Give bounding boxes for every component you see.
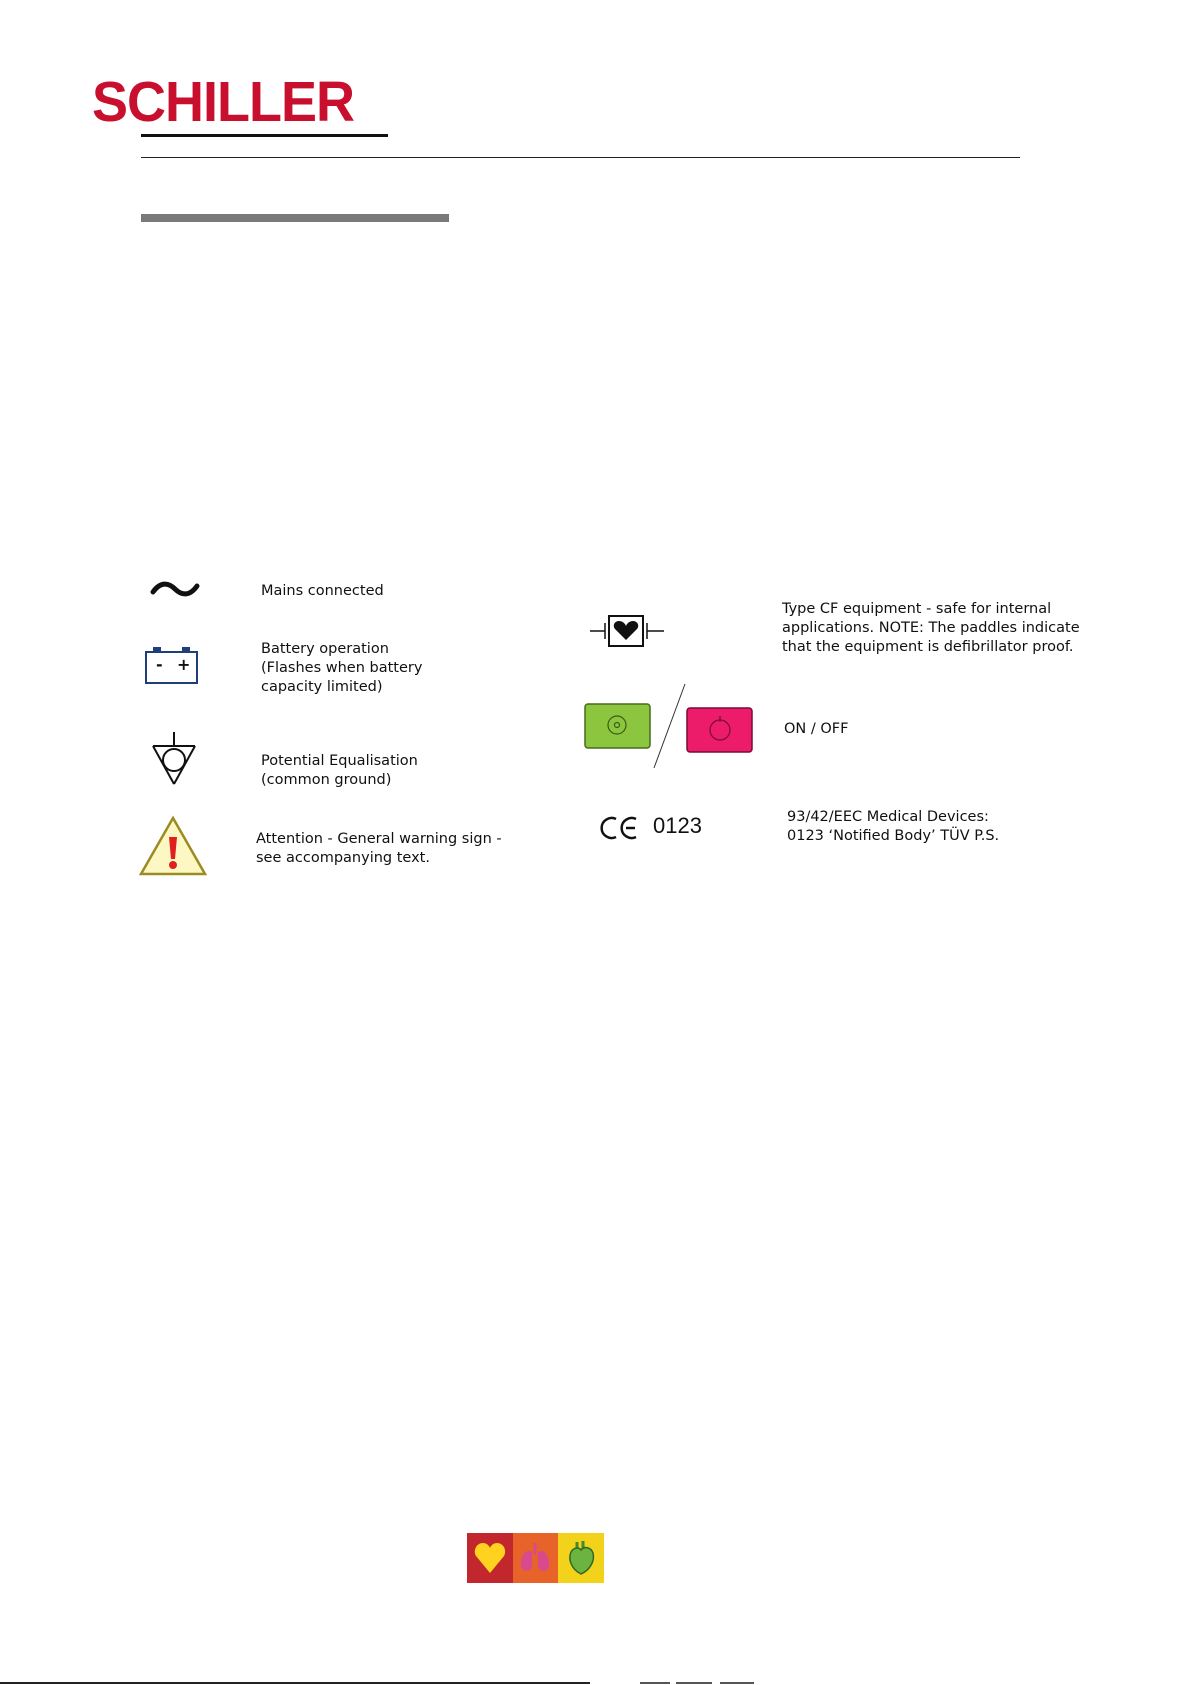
footer-mark: [720, 1682, 754, 1684]
ce-notified-body-number: 0123: [653, 813, 702, 838]
symbol-label-cf: Type CF equipment - safe for internal applications. NOTE: The paddles indicate that the equipment is defibrillator proof.: [782, 601, 1080, 655]
heart-icon: [467, 1533, 513, 1583]
ground-icon: [149, 730, 199, 786]
symbol-label-ground: Potential Equalisation (common ground): [261, 753, 418, 788]
tilde-icon: [150, 580, 200, 598]
symbol-label-battery: Battery operation (Flashes when battery capacity limited): [261, 641, 423, 695]
svg-text:-: -: [156, 655, 163, 674]
svg-text:+: +: [177, 655, 191, 674]
warning-icon: [138, 815, 208, 877]
battery-icon: [144, 646, 200, 686]
anatomical-heart-icon: [558, 1533, 604, 1583]
footer-logo: [467, 1533, 604, 1583]
symbol-label-ce: 93/42/EEC Medical Devices: 0123 ‘Notified Body’ TÜV P.S.: [787, 809, 1000, 844]
header-divider: [141, 157, 1020, 158]
logo-underline: [141, 134, 388, 137]
lungs-icon: [513, 1533, 559, 1583]
section-heading-bar: [141, 214, 449, 222]
footer-divider: [0, 1682, 590, 1684]
ce-mark-icon: [598, 815, 640, 841]
symbol-label-mains: Mains connected: [261, 583, 384, 599]
cf-heart-icon: [588, 613, 668, 649]
schiller-logo: SCHILLER: [92, 70, 354, 134]
on-off-icon: [583, 682, 755, 770]
symbol-label-warning: Attention - General warning sign - see accompanying text.: [256, 831, 502, 866]
footer-mark: [640, 1682, 670, 1684]
footer-mark: [676, 1682, 712, 1684]
symbol-label-on-off: ON / OFF: [784, 721, 849, 737]
